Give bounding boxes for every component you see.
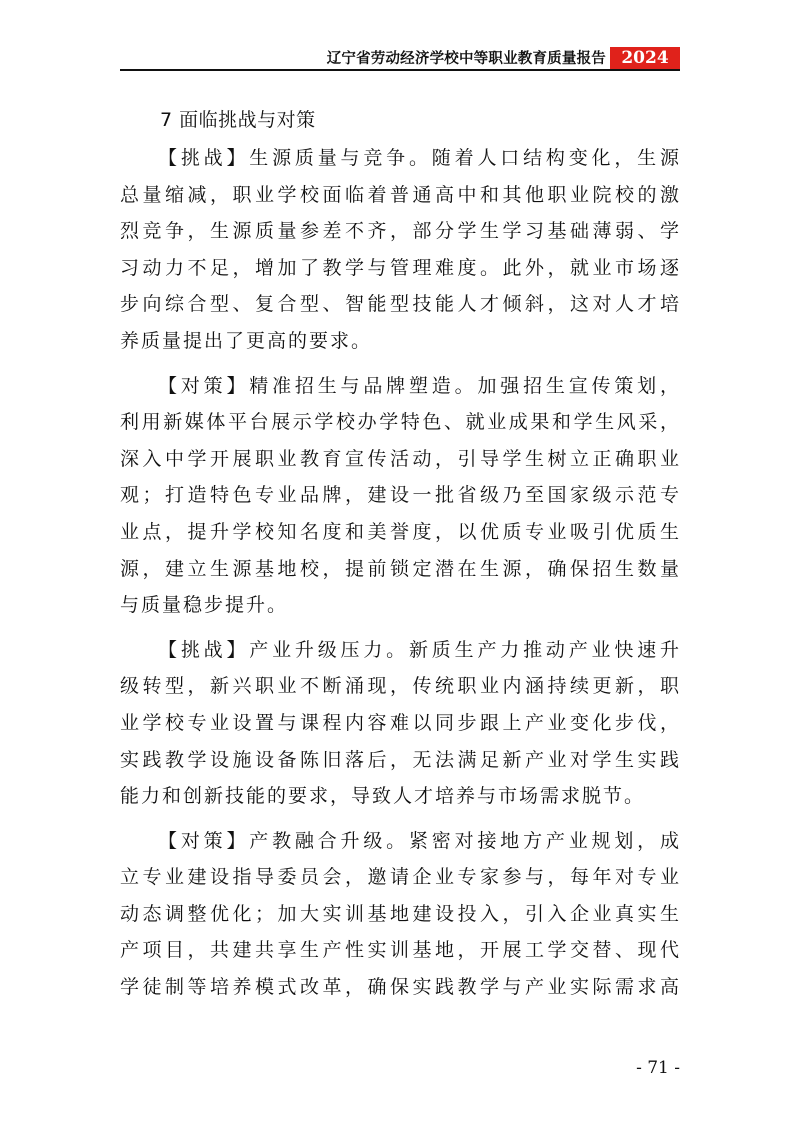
text-line: 【挑战】生源质量与竞争。随着人口结构变化，生源 — [158, 147, 681, 169]
paragraph-challenge-enrollment — [120, 140, 681, 360]
text-line: 产项目，共建共享生产性实训基地，开展工学交替、现代 — [120, 939, 681, 962]
text-line: 与质量稳步提升。 — [120, 594, 289, 617]
text-line: 能力和创新技能的要求，导致人才培养与市场需求脱节。 — [120, 785, 646, 808]
report-title: 辽宁省劳动经济学校中等职业教育质量报告 — [326, 51, 606, 67]
text-line: 深入中学开展职业教育宣传活动，引导学生树立正确职业 — [120, 447, 681, 470]
text-line: 级转型，新兴职业不断涌现，传统职业内涵持续更新，职 — [120, 675, 681, 698]
text-line: 养质量提出了更高的要求。 — [120, 329, 373, 352]
text-line: 【对策】产教融合升级。紧密对接地方产业规划，成 — [158, 829, 681, 852]
text-line: 动态调整优化；加大实训基地建设投入，引入企业真实生 — [120, 902, 681, 925]
text-line: 业学校专业设置与课程内容难以同步跟上产业变化步伐， — [120, 711, 681, 734]
year-badge: 2024 — [610, 47, 680, 70]
text-line: 源，建立生源基地校，提前锁定潜在生源，确保招生数量 — [120, 557, 681, 580]
text-line: 总量缩减，职业学校面临着普通高中和其他职业院校的激 — [120, 183, 681, 206]
paragraph-strategy-industry — [120, 823, 681, 1006]
text-line: 烈竞争，生源质量参差不齐，部分学生学习基础薄弱、学 — [120, 220, 681, 243]
text-line: 【对策】精准招生与品牌塑造。加强招生宣传策划， — [158, 374, 681, 397]
paragraph-strategy-enrollment — [120, 368, 681, 624]
paragraph-challenge-industry — [120, 632, 681, 815]
section-heading: 7 面临挑战与对策 — [160, 109, 316, 131]
text-line: 观；打造特色专业品牌，建设一批省级乃至国家级示范专 — [120, 484, 681, 507]
text-line: 实践教学设施设备陈旧落后，无法满足新产业对学生实践 — [120, 748, 681, 771]
page-number: - 71 - — [636, 1058, 680, 1078]
text-line: 学徒制等培养模式改革，确保实践教学与产业实际需求高 — [120, 976, 681, 999]
text-line: 步向综合型、复合型、智能型技能人才倾斜，这对人才培 — [120, 293, 681, 316]
page-header — [120, 47, 680, 71]
header-divider — [120, 69, 680, 71]
text-line: 立专业建设指导委员会，邀请企业专家参与，每年对专业 — [120, 866, 681, 889]
body-text — [120, 140, 681, 1014]
text-line: 利用新媒体平台展示学校办学特色、就业成果和学生风采， — [120, 411, 681, 434]
text-line: 习动力不足，增加了教学与管理难度。此外，就业市场逐 — [120, 256, 681, 279]
text-line: 业点，提升学校知名度和美誉度，以优质专业吸引优质生 — [120, 520, 681, 543]
text-line: 【挑战】产业升级压力。新质生产力推动产业快速升 — [158, 638, 681, 661]
